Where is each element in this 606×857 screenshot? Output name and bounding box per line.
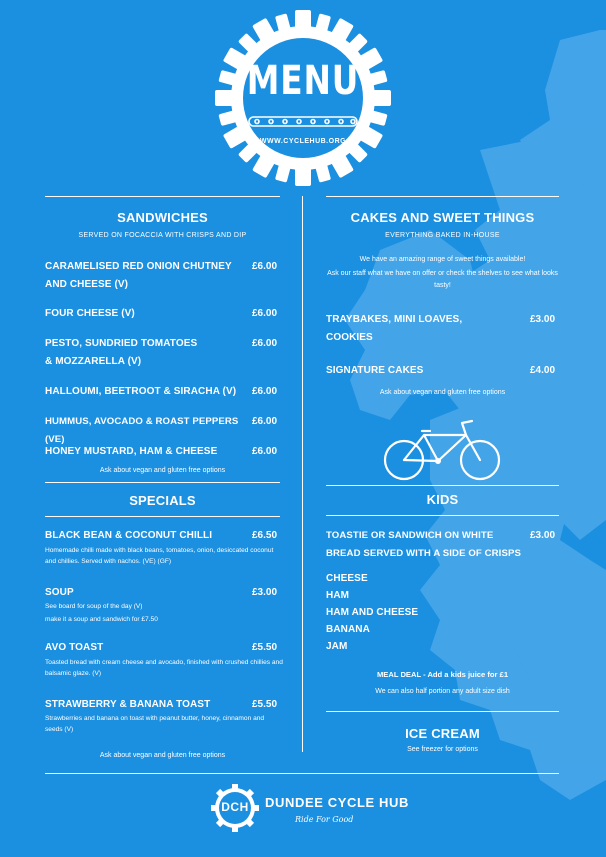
kids-rule bbox=[326, 515, 559, 516]
menu-item-price: £6.00 bbox=[252, 308, 278, 319]
special-item-desc: Homemade chilli made with black beans, tomatoes, onion, desiccated coconut and chillies. Served with nachos. (VE) (GF) bbox=[45, 547, 274, 565]
special-item-price: £5.50 bbox=[252, 699, 278, 710]
special-item-price: £3.00 bbox=[252, 587, 278, 598]
kids-heading: KIDS bbox=[426, 492, 459, 507]
menu-item-name: FOUR CHEESE (V) bbox=[45, 308, 135, 319]
cake-item-name: TRAYBAKES, MINI LOAVES, COOKIES bbox=[326, 314, 463, 343]
bicycle-icon bbox=[382, 415, 502, 485]
menu-item-price: £6.00 bbox=[252, 261, 278, 272]
menu-item-name: CARAMELISED RED ONION CHUTNEY AND CHEESE (V) bbox=[45, 261, 232, 290]
dch-logo-text: DCH bbox=[221, 800, 249, 814]
cakes-heading: CAKES AND SWEET THINGS bbox=[350, 210, 535, 225]
menu-item-price: £6.00 bbox=[252, 416, 278, 427]
center-divider bbox=[302, 196, 303, 752]
cakes-subtitle: EVERYTHING BAKED IN-HOUSE bbox=[385, 232, 500, 239]
special-item-price: £5.50 bbox=[252, 642, 278, 653]
special-item-desc: Strawberries and banana on toast with peanut butter, honey, cinnamon and seeds (V) bbox=[45, 715, 265, 733]
kids-filling: HAM bbox=[326, 590, 350, 601]
kids-half-portion: We can also half portion any adult size dish bbox=[375, 688, 510, 695]
menu-item-name: HALLOUMI, BEETROOT & SIRACHA (V) bbox=[45, 386, 237, 397]
special-item-name: STRAWBERRY & BANANA TOAST bbox=[45, 699, 211, 710]
cake-item-price: £4.00 bbox=[530, 365, 556, 376]
menu-item-price: £6.00 bbox=[252, 386, 278, 397]
bottom-rule bbox=[45, 773, 559, 774]
menu-item-price: £6.00 bbox=[252, 446, 278, 457]
special-item-price: £6.50 bbox=[252, 530, 278, 541]
kids-filling: BANANA bbox=[326, 624, 370, 635]
ice-cream-rule bbox=[326, 711, 559, 712]
sandwiches-note: Ask about vegan and gluten free options bbox=[99, 467, 226, 474]
specials-note: Ask about vegan and gluten free options bbox=[99, 752, 226, 759]
menu-item-name: HUMMUS, AVOCADO & ROAST PEPPERS (VE) bbox=[45, 416, 239, 445]
special-item-desc: See board for soup of the day (V) bbox=[45, 603, 143, 610]
special-item-desc-extra: make it a soup and sandwich for £7.50 bbox=[45, 616, 158, 623]
top-rule-left bbox=[45, 196, 280, 197]
cakes-note: Ask about vegan and gluten free options bbox=[379, 389, 506, 396]
kids-meal-deal: MEAL DEAL - Add a kids juice for £1 bbox=[376, 670, 509, 679]
footer-tagline: Ride For Good bbox=[295, 815, 354, 824]
website-url[interactable]: WWW.CYCLEHUB.ORG bbox=[259, 138, 347, 145]
special-item-name: AVO TOAST bbox=[45, 642, 104, 653]
specials-heading: SPECIALS bbox=[129, 493, 196, 508]
kids-filling: HAM AND CHEESE bbox=[326, 607, 419, 618]
kids-main-item: TOASTIE OR SANDWICH ON WHITE BREAD SERVED WITH A SIDE OF CRISPS bbox=[326, 530, 521, 559]
sandwiches-rule bbox=[45, 482, 280, 483]
menu-item-price: £6.00 bbox=[252, 338, 278, 349]
special-item-desc: Toasted bread with cream cheese and avocado, finished with crushed chillies and balsamic glaze. (V) bbox=[45, 659, 283, 677]
special-item-name: BLACK BEAN & COCONUT CHILLI bbox=[45, 530, 213, 541]
kids-filling: CHEESE bbox=[326, 573, 368, 584]
specials-rule bbox=[45, 516, 280, 517]
menu-item-name: HONEY MUSTARD, HAM & CHEESE bbox=[45, 446, 218, 457]
sandwiches-heading: SANDWICHES bbox=[117, 210, 208, 225]
menu-item-name: PESTO, SUNDRIED TOMATOES & MOZZARELLA (V) bbox=[45, 338, 198, 367]
cakes-intro-2: Ask our staff what we have on offer or check the shelves to see what looks tasty! bbox=[327, 270, 558, 289]
cake-item-name: SIGNATURE CAKES bbox=[326, 365, 424, 376]
sandwiches-subtitle: SERVED ON FOCACCIA WITH CRISPS AND DIP bbox=[78, 232, 247, 239]
special-item-name: SOUP bbox=[45, 587, 74, 598]
kids-main-price: £3.00 bbox=[530, 530, 556, 541]
cake-item-price: £3.00 bbox=[530, 314, 556, 325]
ice-cream-heading: ICE CREAM bbox=[405, 726, 480, 741]
cakes-intro: We have an amazing range of sweet things available! bbox=[359, 256, 526, 263]
kids-top-rule bbox=[326, 485, 559, 486]
menu-title: MENU bbox=[246, 58, 360, 104]
kids-filling: JAM bbox=[326, 641, 348, 652]
footer-brand: DUNDEE CYCLE HUB bbox=[265, 795, 409, 810]
ice-cream-note: See freezer for options bbox=[407, 746, 478, 753]
top-rule-right bbox=[326, 196, 559, 197]
